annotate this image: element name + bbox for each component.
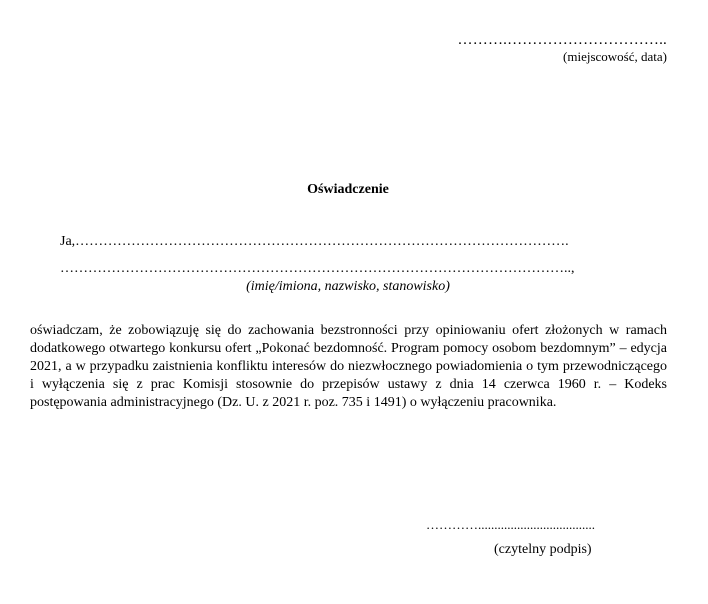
declarant-name-line-2: ……………………………………………………………………………………………….., xyxy=(60,261,575,276)
declaration-body: oświadczam, że zobowiązuję się do zachowania bezstronności przy opiniowaniu ofert złożonych w ramach dodatkowego otwartego konkursu ofert „Pokonać bezdomność. Program pomocy osobom bezdomnym” – edycja 2021, a w przypadku zaistnienia konfliktu interesów do niezwłocznego powiadomienia o tym przewodniczącego i wyłączenia się z prac Komisji stosownie do przepisów ustawy z dnia 14 czerwca 1960 r. – Kodeks postępowania administracyjnego (Dz. U. z 2021 r. poz. 735 i 1491) o wyłączeniu pracownika. xyxy=(30,323,667,410)
place-date-line: ……….………………………….. xyxy=(457,32,667,48)
signature-line: ………….................................... xyxy=(426,517,595,532)
document-title: Oświadczenie xyxy=(307,182,389,197)
declarant-name-line-1: Ja,……………………………………………………………………………………………. xyxy=(60,234,569,249)
signature-label: (czytelny podpis) xyxy=(494,542,592,557)
place-date-label: (miejscowość, data) xyxy=(563,49,667,64)
declarant-name-label: (imię/imiona, nazwisko, stanowisko) xyxy=(246,279,450,294)
